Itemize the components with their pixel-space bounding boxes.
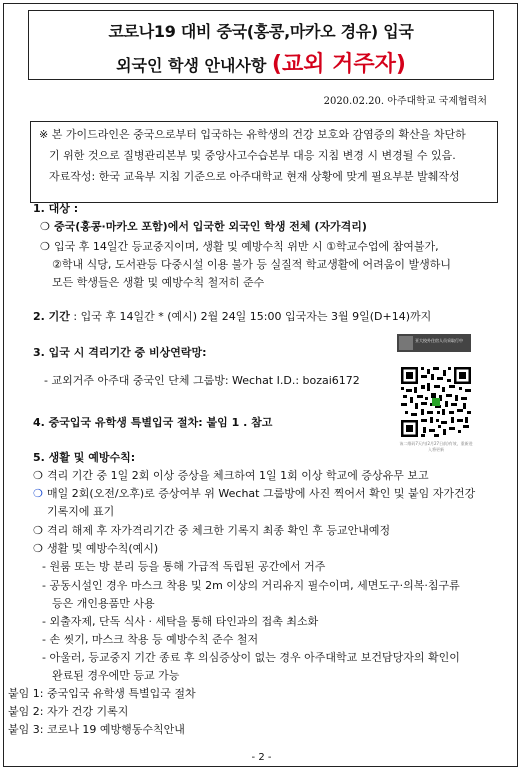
bullet-circle-icon: ❍ [33,524,43,537]
section1-item2-line3: 모든 학생들은 생활 및 예방수칙 철저히 준수 [52,276,265,289]
title-highlight: (교외 거주자) [271,52,406,77]
title-line2 [29,47,493,78]
section5-sub1: - 원룸 또는 방 분리 등을 통해 가급적 독립된 공간에서 거주 [42,560,326,573]
attachment-item: 붙임 1: 중국입국 유학생 특별입국 절차 [8,687,196,700]
notice-line3: 자료작성: 한국 교육부 지침 기준으로 아주대학교 현재 상황에 맞게 필요부분 발췌작성 [49,170,460,183]
section1-item2: ❍ 입국 후 14일간 등교중지이며, 생활 및 예방수칙 위반 시 ①학교수업에 참여불가, [40,238,439,256]
qr-caption: 亚大校外住宿人员采取行中 [415,338,463,343]
section5-sub4: - 손 씻기, 마스크 착용 등 예방수칙 준수 철저 [42,633,259,646]
section2-period: 2. 기간 : 입국 후 14일간 * (예시) 2월 24일 15:00 입국자는 3월 9일(D+14)까지 [33,310,432,323]
page-number: - 2 - [251,752,272,763]
bullet-circle-icon: ❍ [33,469,43,482]
section5-item1: ❍ 격리 기간 중 1일 2회 이상 증상을 체크하여 1일 1회 이상 학교에 증상유무 보고 [33,467,429,485]
title-line2-prefix: 외국인 학생 안내사항 [116,56,272,75]
section5-sub3: - 외출자제, 단독 식사 · 세탁을 통해 타인과의 접촉 최소화 [42,615,319,628]
wechat-qr-code[interactable] [401,367,471,437]
section1-heading: 1. 대상 : [33,202,79,215]
section5-sub5-line2: 완료된 경우에만 등교 가능 [52,669,180,682]
title-box [28,10,494,80]
section3-heading: 3. 입국 시 격리기간 중 비상연락망: [33,346,207,359]
bullet-circle-icon: ❍ [40,240,50,253]
bullet-circle-icon: ❍ [33,542,43,555]
section5-sub2: - 공동시설인 경우 마스크 착용 및 2m 이상의 거리유지 필수이며, 세면도구·의복·침구류 [42,579,460,592]
date-issuer: 2020.02.20. 아주대학교 국제협력처 [323,96,487,107]
attachment-item: 붙임 2: 자가 건강 기록지 [8,705,129,718]
attachment-item: 붙임 3: 코로나 19 예방행동수칙안내 [8,723,185,736]
section1-item1: ❍ 중국(홍콩·마카오 포함)에서 입국한 외국인 학생 전체 (자가격리) [40,218,367,236]
qr-footer: 该二维码7天内(2月27日前)有效，重新进入将更新 [399,441,473,452]
section3-wechat-id: - 교외거주 아주대 중국인 단체 그룹방: Wechat I.D.: bozai6172 [44,374,360,387]
section5-item2-line2: 기록지에 표기 [47,505,115,518]
notice-box [30,121,498,203]
section5-heading: 5. 생활 및 예방수칙: [33,451,136,464]
bullet-circle-icon: ❍ [40,220,50,233]
notice-line1: ※ 본 가이드라인은 중국으로부터 입국하는 유학생의 건강 보호와 감염증의 확산을 차단하 [39,128,466,141]
section5-item4: ❍ 생활 및 예방수칙(예시) [33,540,158,558]
bullet-circle-icon: ❍ [33,487,43,500]
notice-line2: 기 위한 것으로 질병관리본부 및 중앙사고수습본부 대응 지침 변경 시 변경될 수 있음. [49,149,456,162]
section5-sub2-line2: 등은 개인용품만 사용 [52,597,155,610]
section5-item3: ❍ 격리 해제 후 자가격리기간 중 체크한 기록지 최종 확인 후 등교안내예정 [33,522,390,540]
title-line1: 코로나19 대비 중국(홍콩,마카오 경유) 입국 [108,22,414,41]
avatar [399,336,413,350]
section5-item2: ❍ 매일 2회(오전/오후)로 증상여부 위 Wechat 그룹방에 사진 찍어서 확인 및 붙임 자가건강 [33,485,475,503]
section1-item2-line2: ②학내 식당, 도서관등 다중시설 이용 불가 등 실질적 학교생활에 어려움이 발생하니 [52,258,451,271]
section5-sub5: - 아울러, 등교중지 기간 종료 후 의심증상이 없는 경우 아주대학교 보건담당자의 확인이 [42,651,460,664]
section4-heading: 4. 중국입국 유학생 특별입국 절차: 붙임 1 . 참고 [33,416,273,429]
